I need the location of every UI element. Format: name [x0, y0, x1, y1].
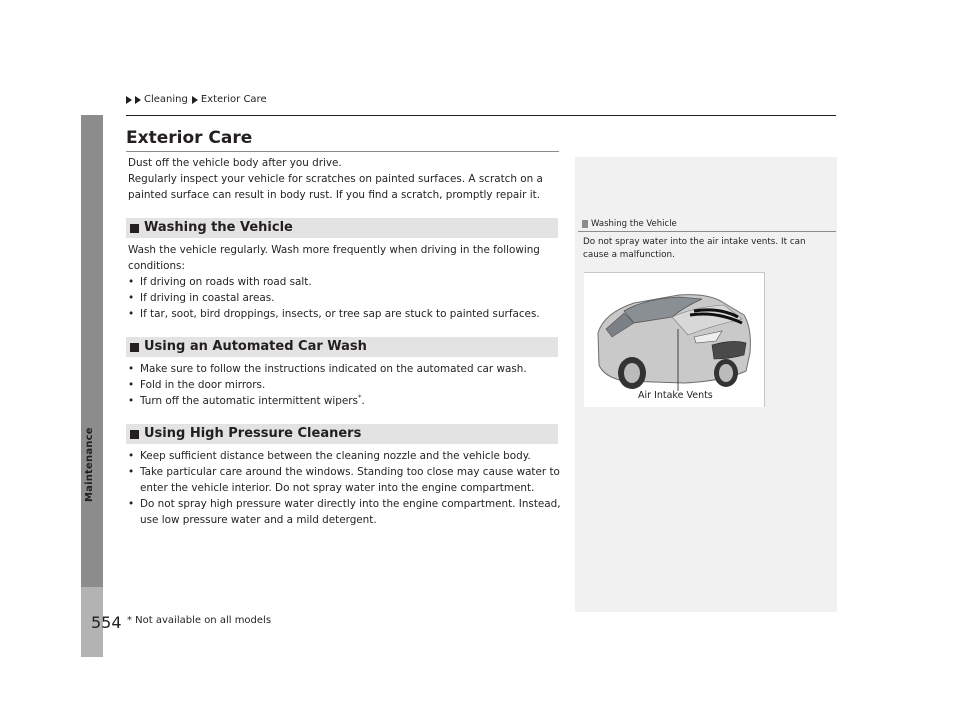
washing-line: conditions:	[128, 260, 185, 272]
note-title: Washing the Vehicle	[591, 219, 677, 229]
breadcrumb-item[interactable]: Cleaning	[144, 94, 188, 105]
page-title: Exterior Care	[126, 128, 253, 148]
washing-line: Wash the vehicle regularly. Wash more frequently when driving in the following	[128, 244, 540, 256]
list-item	[128, 393, 568, 409]
section-heading	[126, 218, 558, 238]
list-item-line: • Keep sufficient distance between the cleaning nozzle and the vehicle body.	[140, 450, 531, 462]
square-bullet-icon	[130, 430, 139, 439]
breadcrumb-arrow-icon	[192, 96, 198, 104]
list-item-line: • Take particular care around the windows. Standing too close may cause water to	[140, 466, 560, 478]
note-line: cause a malfunction.	[583, 250, 675, 260]
list-item: • If driving in coastal areas.	[128, 290, 568, 306]
car-illustration	[584, 272, 765, 407]
footnote-asterisk: *	[357, 393, 362, 402]
section-pressure	[126, 424, 558, 444]
square-bullet-icon	[130, 224, 139, 233]
footnote: * Not available on all models	[127, 615, 272, 626]
list-item	[128, 496, 568, 528]
header-rule	[126, 115, 836, 116]
note-rule	[578, 231, 836, 232]
note-heading	[582, 219, 677, 229]
section-heading-text: Using High Pressure Cleaners	[144, 426, 362, 441]
breadcrumb-arrow-icon	[135, 96, 141, 104]
list-item: • If driving on roads with road salt.	[128, 274, 568, 290]
list-item-line: use low pressure water and a mild detergent.	[140, 514, 377, 526]
list-item-line: enter the vehicle interior. Do not spray water into the engine compartment.	[140, 482, 535, 494]
section-heading	[126, 424, 558, 444]
note-line: Do not spray water into the air intake vents. It can	[583, 237, 806, 247]
washing-list	[128, 274, 568, 322]
chapter-tab	[81, 115, 103, 587]
list-item	[128, 448, 568, 464]
section-heading-text: Washing the Vehicle	[144, 220, 293, 235]
list-item: • Fold in the door mirrors.	[128, 377, 568, 393]
car-drawing	[584, 273, 764, 407]
note-text	[583, 236, 823, 262]
intro-paragraph	[128, 155, 568, 203]
list-item-text: Turn off the automatic intermittent wipers	[140, 395, 358, 407]
automated-list	[128, 361, 568, 409]
intro-line: painted surface can result in body rust. If you find a scratch, promptly repair it.	[128, 189, 541, 201]
washing-body	[128, 242, 568, 322]
section-automated	[126, 337, 558, 357]
title-rule	[126, 151, 559, 152]
section-heading	[126, 337, 558, 357]
list-item	[128, 464, 568, 496]
pressure-list	[128, 448, 568, 528]
breadcrumb-item[interactable]: Exterior Care	[200, 94, 267, 105]
intro-line: Regularly inspect your vehicle for scratches on painted surfaces. A scratch on a	[128, 173, 543, 185]
chapter-label: Maintenance	[84, 427, 95, 502]
section-heading-text: Using an Automated Car Wash	[144, 339, 367, 354]
list-item-period: .	[361, 395, 365, 407]
list-item-line: • Do not spray high pressure water directly into the engine compartment. Instead,	[140, 498, 561, 510]
breadcrumb	[126, 94, 267, 105]
breadcrumb-arrow-icon	[126, 96, 132, 104]
list-item: • If tar, soot, bird droppings, insects, or tree sap are stuck to painted surfaces.	[128, 306, 568, 322]
square-bullet-icon	[130, 343, 139, 352]
note-marker-icon	[582, 220, 588, 228]
list-item: • Make sure to follow the instructions indicated on the automated car wash.	[128, 361, 568, 377]
automated-body	[128, 361, 568, 409]
intro-line: Dust off the vehicle body after you drive.	[128, 157, 342, 169]
figure-callout-label: Air Intake Vents	[638, 390, 713, 401]
section-washing	[126, 218, 558, 238]
pressure-body	[128, 448, 568, 528]
page-number: 554	[91, 613, 122, 632]
